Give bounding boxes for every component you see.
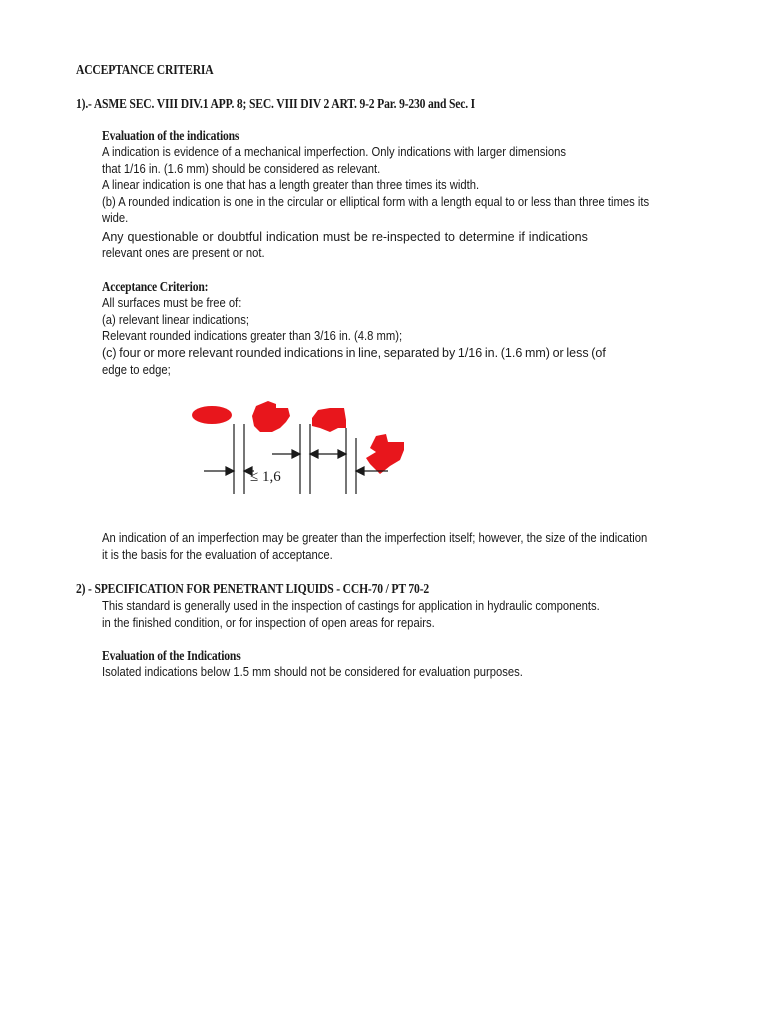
word: (c) [102,346,117,360]
word: Any [102,230,124,244]
justified-line [102,229,588,246]
spacing-arrows [204,450,388,475]
word: or [143,346,155,360]
text-line: A linear indication is one that has a length greater than three times its width. [102,178,480,192]
section2-heading: 2) - SPECIFICATION FOR PENETRANT LIQUIDS - CCH-70 / PT 70-2 [76,581,430,596]
text-line: All surfaces must be free of: [102,296,242,310]
word: in [345,346,356,360]
text-line: (b) A rounded indication is one in the circular or elliptical form with a length equal to or less than three times its [102,194,650,209]
rounded-indication-blob-1 [252,401,290,432]
word: determine [458,230,515,244]
text-line: An indication of an imperfection may be greater than the imperfection itself; however, the size of the indication [102,531,648,545]
word: (of [591,346,606,360]
word: relevant [188,346,233,360]
word: less [566,346,589,360]
section2-eval-heading: Evaluation of the Indications [102,648,241,663]
text-line [102,229,588,246]
word: or [202,230,214,244]
word: by [442,346,456,360]
word: 1/16 [457,346,483,360]
spacing-label: ≤ 1,6 [250,469,281,485]
text-line [102,346,606,360]
word: indication [266,230,319,244]
section2-paragraph [102,598,600,631]
word: more [157,346,186,360]
rounded-indication-ellipse [192,406,232,424]
word: if [518,230,525,244]
criterion-list [102,295,402,345]
text-line: edge to edge; [102,363,171,377]
word: indications [284,346,344,360]
rounded-indication-blob-3 [366,434,404,474]
word: four [119,346,141,360]
text-line: This standard is generally used in the inspection of castings for application in hydraulic components. [102,599,600,613]
word: line, [358,346,382,360]
word: to [444,230,455,244]
text-line: it is the basis for the evaluation of acceptance. [102,547,333,562]
word: questionable [127,230,199,244]
justified-line [102,346,606,360]
word: or [552,346,564,360]
after-figure-paragraph [102,530,647,563]
text-line: Relevant rounded indications greater than 3/16 in. (4.8 mm); [102,329,403,343]
word: doubtful [217,230,263,244]
word: mm) [524,346,550,360]
word: separated [383,346,440,360]
acceptance-criterion-heading: Acceptance Criterion: [102,279,209,294]
word: must [322,230,350,244]
word: (1.6 [500,346,523,360]
word: in. [484,346,499,360]
section1-heading: 1).- ASME SEC. VIII DIV.1 APP. 8; SEC. VIII DIV 2 ART. 9-2 Par. 9-230 and Sec. I [76,96,476,111]
text-line: that 1/16 in. (1.6 mm) should be considered as relevant. [102,161,381,176]
rounded-indication-blob-2 [312,408,346,432]
section1-eval-heading: Evaluation of the indications [102,128,240,143]
text-line: in the finished condition, or for inspection of open areas for repairs. [102,615,435,630]
text-line: A indication is evidence of a mechanical imperfection. Only indications with larger dimensions [102,145,566,159]
word: be [353,230,368,244]
text-line: (a) relevant linear indications; [102,312,249,327]
eval-paragraph [102,144,649,227]
text-line: relevant ones are present or not. [102,246,265,260]
text-line: wide. [102,211,129,225]
document-title: ACCEPTANCE CRITERIA [76,62,214,77]
indication-spacing-figure [190,398,430,508]
word: rounded [235,346,282,360]
section2-eval-line: Isolated indications below 1.5 mm should not be considered for evaluation purposes. [102,665,523,679]
word: indications [528,230,588,244]
word: re-inspected [371,230,441,244]
